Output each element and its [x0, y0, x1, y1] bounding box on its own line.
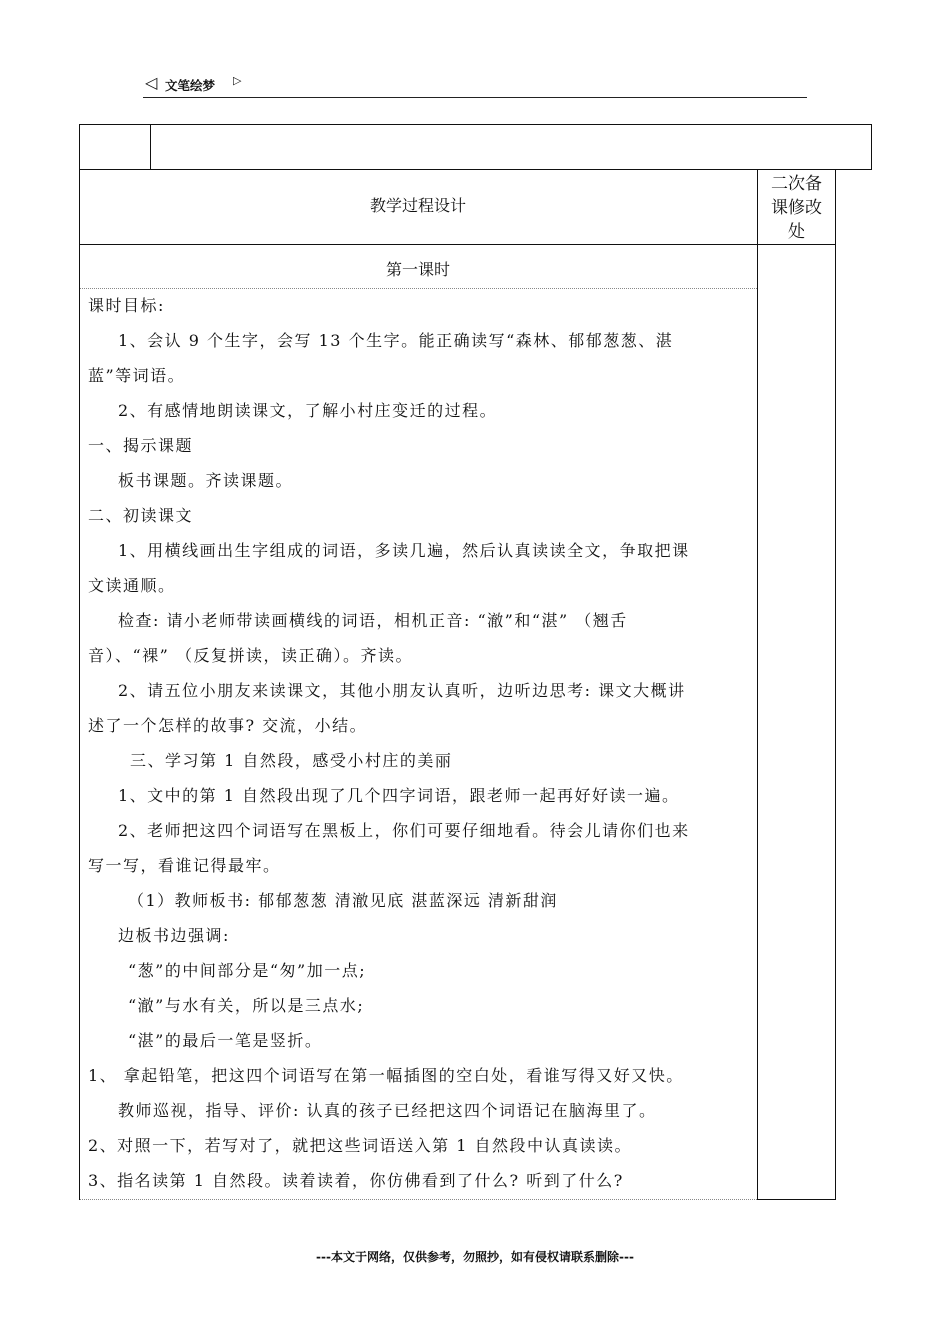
content-line: （1）教师板书: 郁郁葱葱 清澈见底 湛蓝深远 清新甜润: [128, 891, 558, 910]
content-line: 一、揭示课题: [88, 436, 194, 455]
content-bottom-divider: [80, 1199, 757, 1200]
content-line: 音）、“裸” （反复拼读，读正确）。齐读。: [88, 646, 413, 665]
side-title-line: 二次备: [771, 174, 822, 194]
content-line: 二、初读课文: [88, 506, 194, 525]
content-line: 1、用横线画出生字组成的词语，多读几遍，然后认真读读全文，争取把课: [118, 541, 690, 560]
left-triangle-icon: ◁: [145, 73, 158, 92]
column-title: 教学过程设计: [369, 196, 466, 215]
brand-name: 文笔绘梦: [165, 78, 216, 93]
content-line: 边板书边强调:: [118, 926, 230, 945]
content-line: 3、指名读第 1 自然段。读着读着，你仿佛看到了什么? 听到了什么?: [88, 1171, 624, 1190]
content-line: “葱”的中间部分是“匆”加一点;: [128, 961, 367, 980]
content-line: 教师巡视，指导、评价: 认真的孩子已经把这四个词语记在脑海里了。: [118, 1101, 657, 1120]
content-line: 1、会认 9 个生字，会写 13 个生字。能正确读写“森林、郁郁葱葱、湛: [118, 331, 674, 350]
lesson-content: [88, 288, 753, 1198]
page-header: [143, 73, 807, 98]
side-title-line: 课修改: [771, 198, 822, 218]
table-top-border: [79, 124, 872, 125]
content-line: 板书课题。齐读课题。: [118, 471, 294, 490]
content-line: 1、文中的第 1 自然段出现了几个四字词语，跟老师一起再好好读一遍。: [118, 786, 680, 805]
table-left-border: [79, 124, 80, 1200]
header-row-bottom-border: [79, 244, 836, 245]
content-line: 1、 拿起铅笔，把这四个词语写在第一幅插图的空白处，看谁写得又好又快。: [88, 1066, 684, 1085]
side-column-title: [758, 172, 835, 244]
top-row-divider: [150, 124, 151, 170]
top-row-bottom-border: [79, 169, 872, 170]
top-row-right-border: [871, 124, 872, 170]
content-line: 2、对照一下，若写对了，就把这些词语送入第 1 自然段中认真读读。: [88, 1136, 633, 1155]
page-footer: ---本文于网络，仅供参考，勿照抄，如有侵权请联系删除---: [316, 1250, 634, 1264]
content-line: 2、老师把这四个词语写在黑板上，你们可要仔细地看。待会儿请你们也来: [118, 821, 690, 840]
side-title-line: 处: [788, 222, 805, 242]
lesson-title: 第一课时: [385, 260, 450, 279]
side-column-left-border: [757, 169, 758, 1200]
content-line: 检查: 请小老师带读画横线的词语，相机正音: “澈”和“湛” （翘舌: [118, 611, 628, 630]
content-line: 课时目标:: [88, 296, 165, 315]
content-line: 写一写，看谁记得最牢。: [88, 856, 281, 875]
content-line: 2、有感情地朗读课文，了解小村庄变迁的过程。: [118, 401, 498, 420]
side-column-right-border: [835, 169, 836, 1200]
content-line: 蓝”等词语。: [88, 366, 186, 385]
content-line: 2、请五位小朋友来读课文，其他小朋友认真听，边听边思考: 课文大概讲: [118, 681, 686, 700]
content-line: 三、学习第 1 自然段，感受小村庄的美丽: [130, 751, 453, 770]
content-line: 述了一个怎样的故事? 交流，小结。: [88, 716, 368, 735]
side-column-bottom-border: [757, 1199, 836, 1200]
content-line: “澈”与水有关，所以是三点水;: [128, 996, 365, 1015]
right-triangle-icon: ▷: [233, 74, 242, 87]
content-line: 文读通顺。: [88, 576, 176, 595]
content-line: “湛”的最后一笔是竖折。: [128, 1031, 323, 1050]
